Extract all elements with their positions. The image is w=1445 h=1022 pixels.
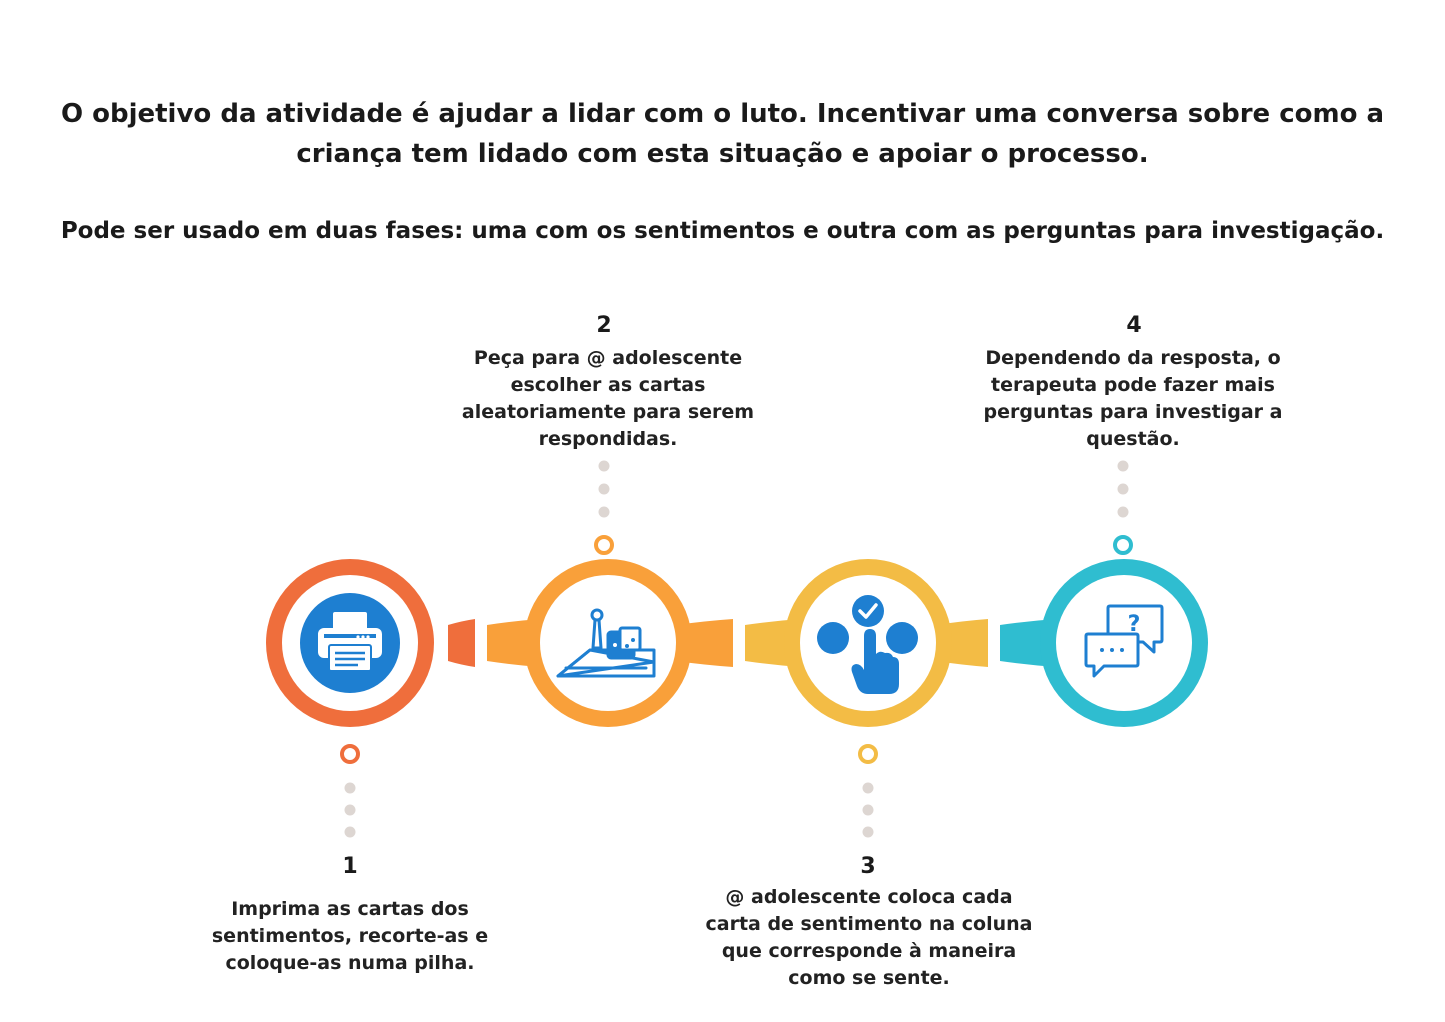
connector-band [448, 619, 475, 667]
leader-dot [863, 827, 874, 838]
step-4-text: Dependendo da resposta, o terapeuta pode fazer mais perguntas para investigar a questão. [983, 347, 1283, 450]
leader-dot [599, 484, 610, 495]
step-4-number: 4 [1126, 313, 1142, 338]
leader-dot [345, 827, 356, 838]
step-3-number: 3 [860, 854, 876, 879]
leader-dot [863, 783, 874, 794]
step-4-pin [1115, 537, 1131, 553]
step-2-text: Peça para @ adolescente escolher as cartas aleatoriamente para serem respondidas. [461, 347, 755, 450]
step-2-number: 2 [596, 313, 612, 338]
leader-dot [345, 805, 356, 816]
step-1-pin [342, 746, 358, 762]
svg-text:?: ? [1127, 612, 1141, 637]
step-3-text: @ adolescente coloca cada carta de sentimento na coluna que corresponde à maneira como se sente. [705, 886, 1033, 989]
leader-dot [345, 783, 356, 794]
step-1-number: 1 [342, 854, 358, 879]
phases-text: Pode ser usado em duas fases: uma com os sentimentos e outra com as perguntas para investigação. [60, 218, 1385, 244]
leader-dot [599, 507, 610, 518]
step-3-pin [860, 746, 876, 762]
leader-dot [863, 805, 874, 816]
intro-text: O objetivo da atividade é ajudar a lidar com o luto. Incentivar uma conversa sobre como a criança tem lidado com esta situação e apoiar o processo. [60, 99, 1385, 169]
leader-dot [1118, 507, 1129, 518]
step-2-pin [596, 537, 612, 553]
leader-dot [1118, 461, 1129, 472]
leader-dot [599, 461, 610, 472]
printer-icon [300, 593, 400, 693]
step-1-text: Imprima as cartas dos sentimentos, recorte-as e coloque-as numa pilha. [211, 898, 489, 974]
leader-dot [1118, 484, 1129, 495]
